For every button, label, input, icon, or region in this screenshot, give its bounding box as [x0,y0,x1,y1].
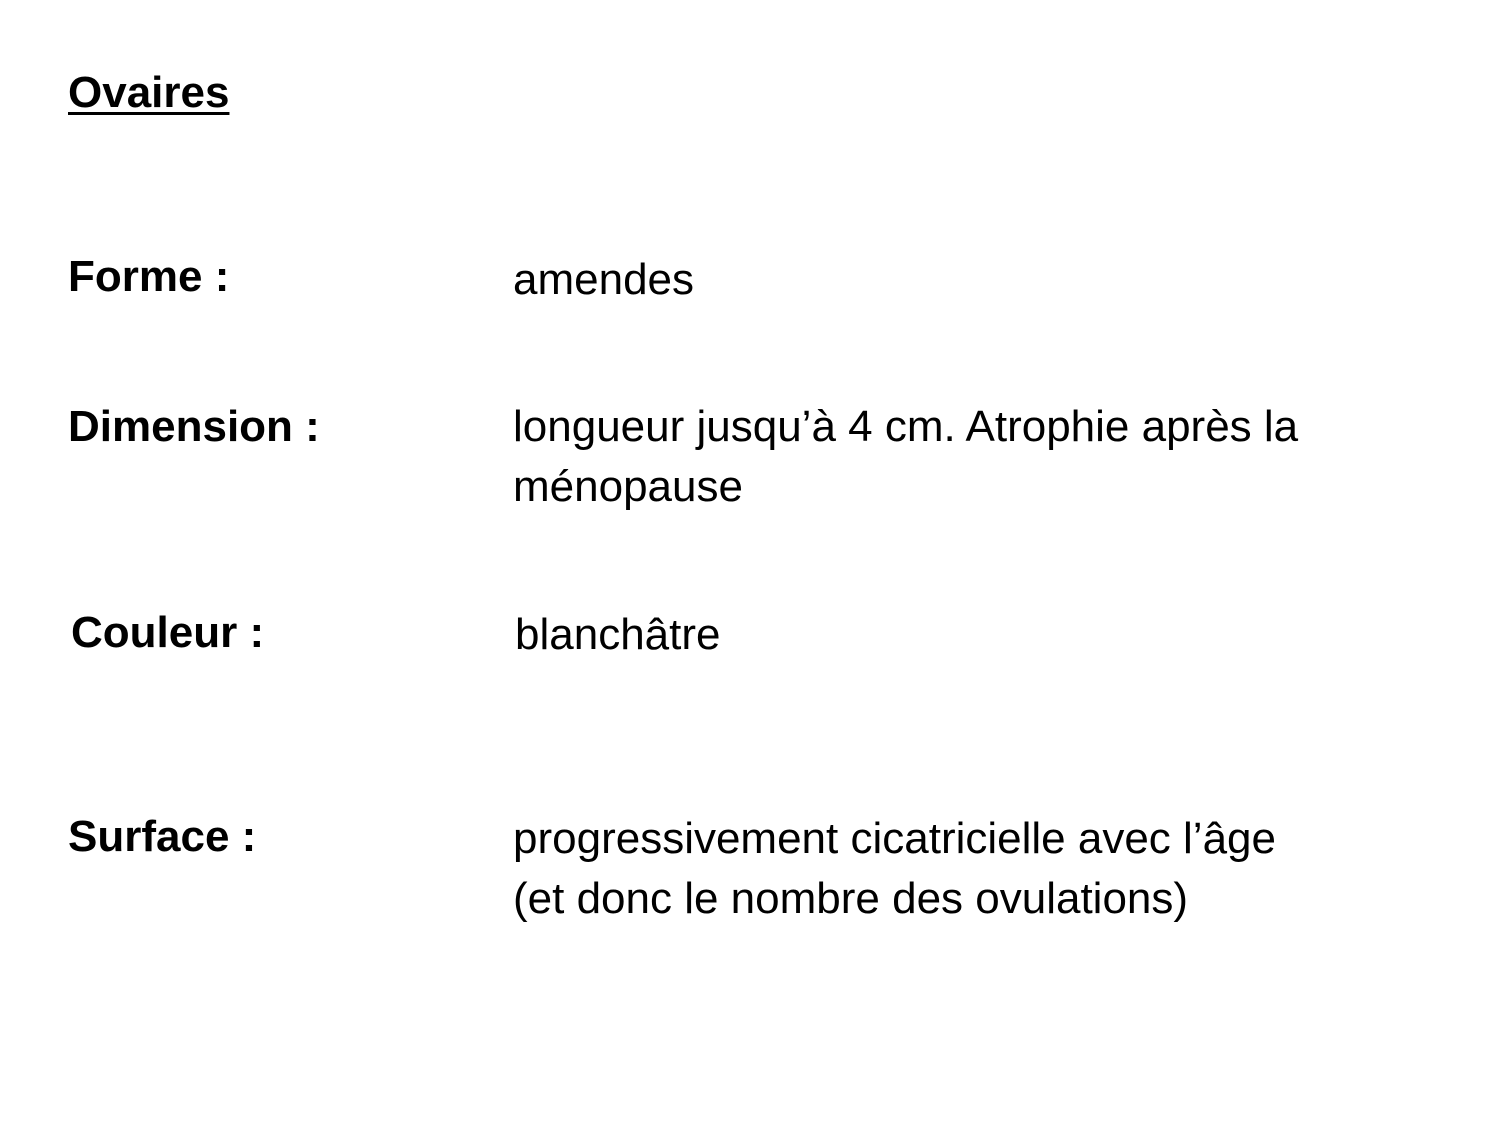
dimension-value [513,397,1473,517]
couleur-value [515,605,1475,665]
dimension-label: Dimension : [68,402,320,451]
forme-value-line: amendes [513,255,695,304]
dimension-value-line: longueur jusqu’à 4 cm. Atrophie après la [513,402,1299,451]
dimension-value-line: ménopause [513,462,743,511]
couleur-label: Couleur : [71,608,265,657]
surface-label: Surface : [68,812,257,861]
surface-value-line: (et donc le nombre des ovulations) [513,874,1189,923]
forme-label: Forme : [68,252,230,301]
surface-value-line: progressivement cicatricielle avec l’âge [513,814,1276,863]
couleur-value-line: blanchâtre [515,610,721,659]
surface-value [513,809,1473,929]
forme-value [513,250,1473,310]
page-title: Ovaires [68,68,230,117]
